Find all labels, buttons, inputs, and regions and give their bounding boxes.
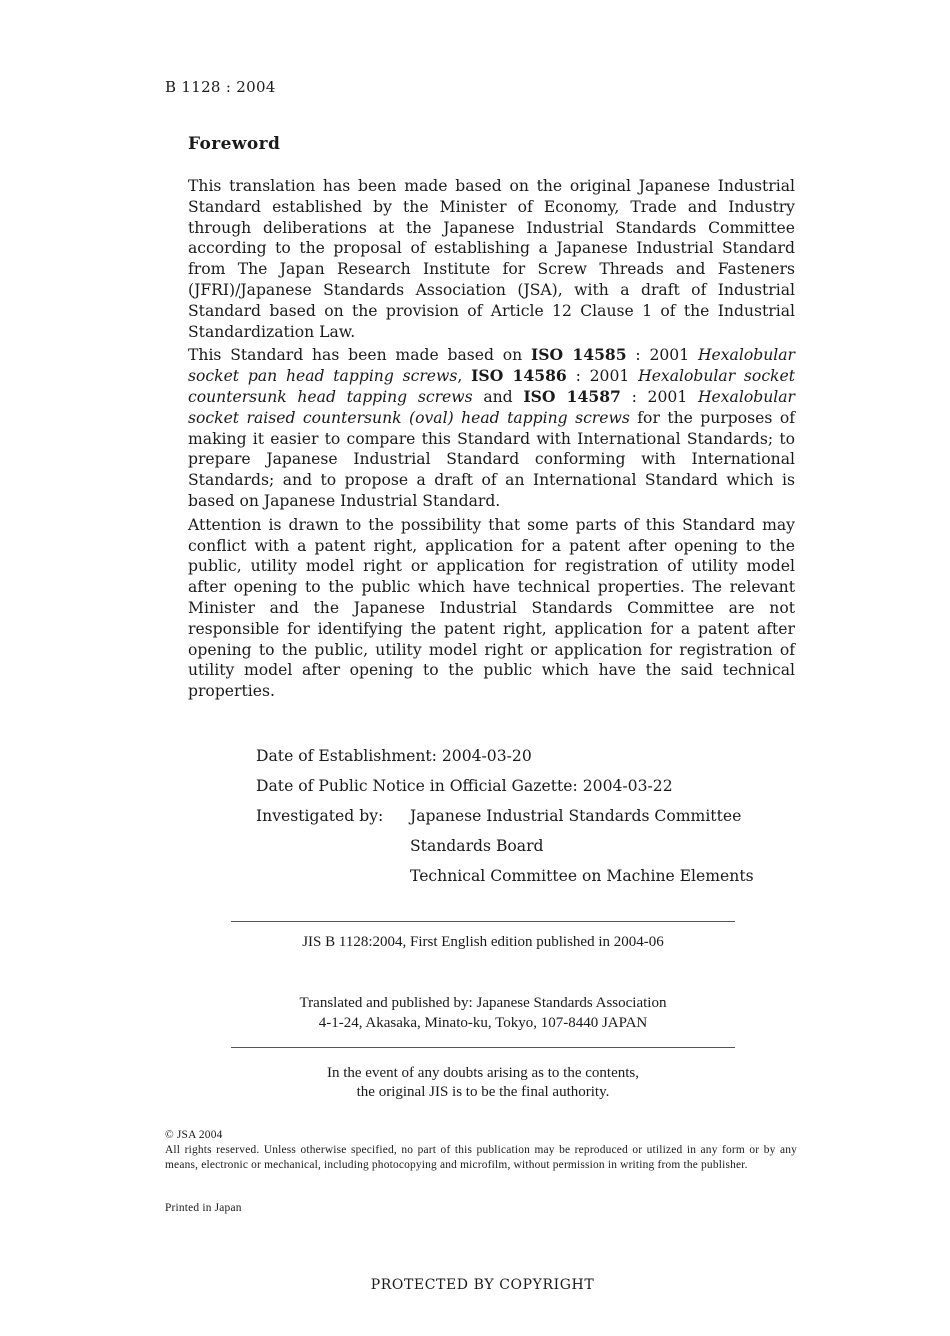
divider-bottom	[231, 1047, 735, 1048]
standard-title: Hexalobular socket raised countersunk (oval) head tapping screws	[188, 387, 795, 427]
standard-title: Hexalobular socket pan head tapping screws	[188, 346, 795, 386]
investigator-line: Technical Committee on Machine Elements	[410, 867, 754, 885]
authority-line-1: In the event of any doubts arising as to the contents,	[326, 1065, 639, 1081]
foreword-paragraph-2	[188, 345, 795, 511]
edition-note: JIS B 1128:2004, First English edition published in 2004-06	[302, 934, 664, 950]
rights-reserved: All rights reserved. Unless otherwise specified, no part of this publication may be reproduced or utilized in any form or by any means, electronic or mechanical, including photocopying and microfilm, without permission in writing from the publisher.	[165, 1144, 797, 1171]
iso-reference: ISO 14585	[530, 345, 627, 365]
date-of-establishment: Date of Establishment: 2004-03-20	[256, 747, 532, 765]
standard-title: Hexalobular socket countersunk head tapping screws	[188, 367, 796, 406]
para2-text: This Standard has been made based on	[188, 346, 531, 365]
investigated-by-label: Investigated by:	[256, 807, 384, 825]
investigator-line: Japanese Industrial Standards Committee	[410, 807, 742, 825]
printed-in: Printed in Japan	[165, 1202, 242, 1214]
authority-note	[231, 1064, 735, 1102]
date-of-public-notice: Date of Public Notice in Official Gazette: 2004-03-22	[256, 777, 673, 795]
publisher-line: Translated and published by: Japanese Standards Association	[299, 995, 667, 1011]
establishment-info	[256, 741, 816, 891]
copyright-mark: © JSA 2004	[165, 1129, 223, 1141]
protected-footer: PROTECTED BY COPYRIGHT	[370, 1277, 595, 1293]
para2-text: and	[472, 387, 524, 406]
para2-text: : 2001	[620, 387, 698, 406]
divider-top	[231, 921, 735, 922]
para2-text: ,	[457, 367, 472, 386]
foreword-body	[188, 176, 795, 705]
investigator-line: Standards Board	[410, 837, 544, 855]
standard-code: B 1128 : 2004	[165, 78, 276, 96]
investigated-by	[256, 801, 816, 891]
para2-text: for the purposes of making it easier to compare this Standard with International Standards; to prepare Japanese Industrial Standard conforming with International Standards; and to propose a draft of an International Standard which is based on Japanese Industrial Standard.	[188, 408, 795, 510]
authority-line-2: the original JIS is to be the final authority.	[356, 1084, 610, 1100]
para2-text: : 2001	[566, 367, 639, 386]
publisher-info	[231, 993, 735, 1033]
iso-reference: ISO 14587	[523, 386, 621, 406]
para2-text: : 2001	[626, 346, 698, 365]
foreword-paragraph-1: This translation has been made based on the original Japanese Industrial Standard established by the Minister of Economy, Trade and Industry through deliberations at the Japanese Industrial Standards Committee according to the proposal of establishing a Japanese Industrial Standard from The Japan Research Institute for Screw Threads and Fasteners (JFRI)/Japanese Standards Association (JSA), with a draft of Industrial Standard based on the provision of Article 12 Clause 1 of the Industrial Standardization Law.	[188, 177, 795, 341]
iso-reference: ISO 14586	[471, 366, 567, 386]
copyright-block	[165, 1128, 797, 1173]
investigated-by-list	[410, 801, 754, 891]
foreword-heading: Foreword	[188, 134, 281, 154]
publisher-address: 4-1-24, Akasaka, Minato-ku, Tokyo, 107-8440 JAPAN	[318, 1015, 648, 1031]
foreword-paragraph-3: Attention is drawn to the possibility that some parts of this Standard may conflict with a patent right, application for a patent after opening to the public, utility model right or application for registration of utility model after opening to the public which have technical properties. The relevant Minister and the Japanese Industrial Standards Committee are not responsible for identifying the patent right, application for a patent after opening to the public, utility model right or application for registration of utility model after opening to the public which have the said technical properties.	[188, 515, 795, 701]
